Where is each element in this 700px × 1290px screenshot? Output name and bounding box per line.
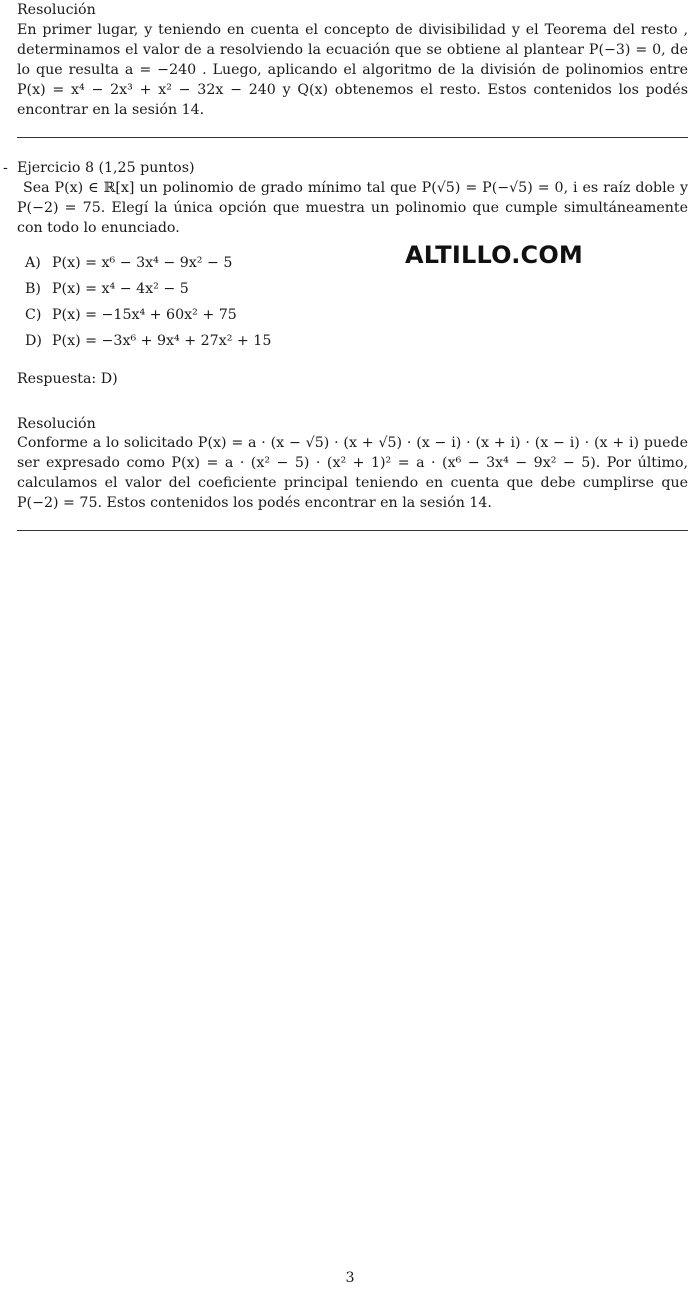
altillo-watermark: ALTILLO.COM [405,241,584,269]
option-label: B) [25,281,41,297]
exercise-statement: Sea P(x) ∈ ℝ[x] un polinomio de grado mínimo tal que P(√5) = P(−√5) = 0, i es raíz doble y P(−2) = 75. Elegí la única opción que muestra un polinomio que cumple simultáneamente con todo lo enunciado. [17,180,688,236]
resolution-text: Conforme a lo solicitado P(x) = a · (x − √5) · (x + √5) · (x − i) · (x + i) · (x − i) · (x + i) puede ser expresado como P(x) = a · (x² − 5) · (x² + 1)² = a · (x⁶ − 3x⁴ − 9x² − 5). Por último, calculamos el valor del coeficiente principal teniendo en cuenta que debe cumplirse que P(−2) = 75. Estos contenidos los podés encontrar en la sesión 14. [17,435,688,511]
option-text: P(x) = −15x⁴ + 60x² + 75 [52,307,237,323]
exercise-bullet: - [3,160,8,176]
option-c [25,305,237,325]
prev-resolution-heading: Resolución [17,2,96,18]
section-divider-top [17,137,688,138]
resolution-heading: Resolución [17,416,96,432]
exercise-title: Ejercicio 8 (1,25 puntos) [17,160,195,176]
option-label: A) [25,255,41,271]
section-divider-bottom [17,530,688,531]
option-b [25,279,189,299]
answer-line: Respuesta: D) [17,371,118,387]
option-label: D) [25,333,42,349]
option-d [25,331,271,351]
page-number: 3 [345,1270,355,1286]
option-label: C) [25,307,42,323]
prev-resolution-text: En primer lugar, y teniendo en cuenta el concepto de divisibilidad y el Teorema del resto , determinamos el valor de a resolviendo la ecuación que se obtiene al plantear P(−3) = 0, de lo que resulta a = −240 . Luego, aplicando el algoritmo de la división de polinomios entre P(x) = x⁴ − 2x³ + x² − 32x − 240 y Q(x) obtenemos el resto. Estos contenidos los podés encontrar en la sesión 14. [17,22,688,118]
option-text: P(x) = x⁴ − 4x² − 5 [52,281,189,297]
option-text: P(x) = −3x⁶ + 9x⁴ + 27x² + 15 [52,333,272,349]
option-text: P(x) = x⁶ − 3x⁴ − 9x² − 5 [52,255,233,271]
option-a [25,253,232,273]
